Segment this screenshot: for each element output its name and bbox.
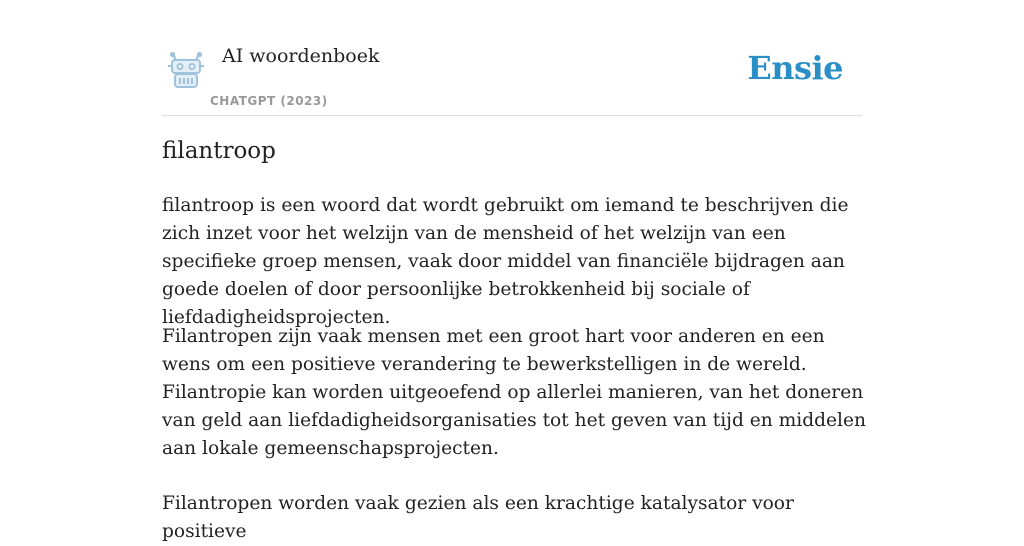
robot-icon [166,52,206,90]
dictionary-title[interactable]: AI woordenboek [222,45,380,67]
entry-header [162,0,862,116]
source-label: CHATGPT (2023) [210,94,328,108]
content-container [162,0,866,542]
definition-paragraph: Filantropen worden vaak gezien als een krachtige katalysator voor positieve [162,493,794,542]
definition-paragraph: filantroop is een woord dat wordt gebruikt om iemand te beschrijven die zich inzet voor het welzijn van de mensheid of het welzijn van een specifieke groep mensen, vaak door middel van financiële bijdragen aan goede doelen of door persoonlijke betrokkenheid bij sociale of liefdadigheidsprojecten. [162,195,849,328]
definition-paragraph: Filantropen zijn vaak mensen met een groot hart voor anderen en een wens om een positieve verandering te bewerkstelligen in de wereld. Filantropie kan worden uitgeoefend op allerlei manieren, van het doneren van geld aan liefdadigheidsorganisaties tot het geven van tijd en middelen aan lokale gemeenschapsprojecten. [162,326,866,459]
ensie-logo[interactable]: Ensie [747,49,843,87]
entry-word: filantroop [162,138,276,164]
